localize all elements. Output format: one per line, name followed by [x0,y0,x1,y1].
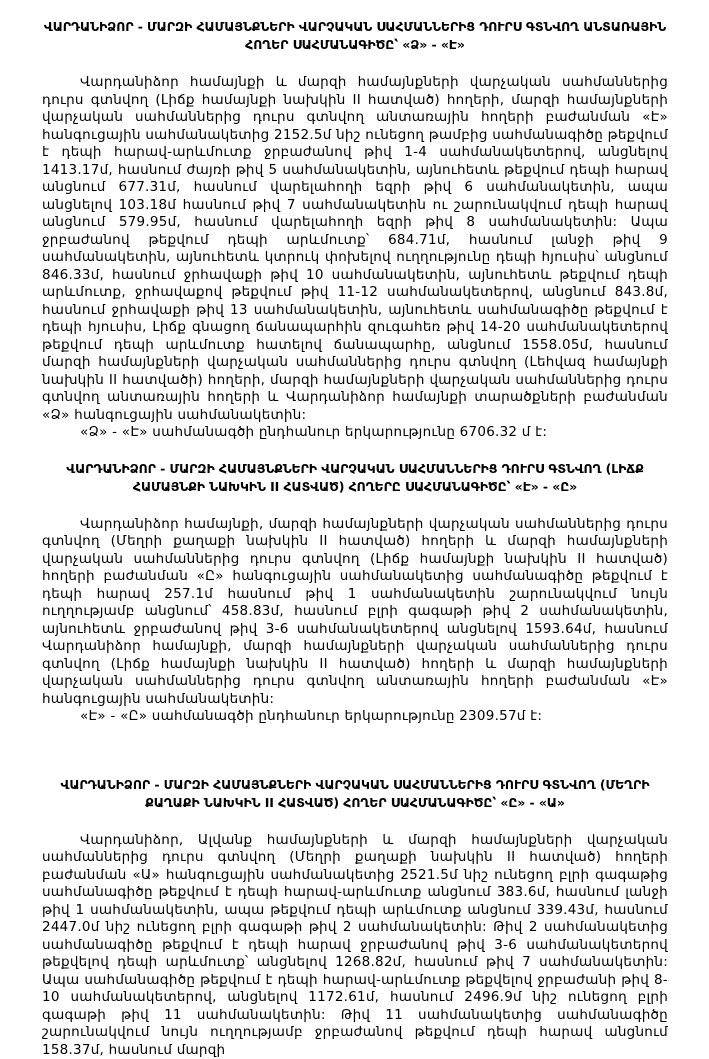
section-heading: ՎԱՐԴԱՆԻՁՈՐ - ՄԱՐԶԻ ՀԱՄԱՅՆՔՆԵՐԻ ՎԱՐՉԱԿԱՆ ՍԱՀՄԱՆՆԵՐԻՑ ԴՈՒՐՍ ԳՏՆՎՈՂ ԱՆՏԱՌԱՅԻՆ ՀՈՂԵՐ ՍԱՀՄԱՆԱԳԻԾԸ՝ «Ձ» - «Է» [42,18,668,54]
section-heading: ՎԱՐԴԱՆԻՁՈՐ - ՄԱՐԶԻ ՀԱՄԱՅՆՔՆԵՐԻ ՎԱՐՉԱԿԱՆ ՍԱՀՄԱՆՆԵՐԻՑ ԴՈՒՐՍ ԳՏՆՎՈՂ (ՄԵՂՐԻ ՔԱՂԱՔԻ ՆԱԽԿԻՆ II ՀԱՏՎԱԾ) ՀՈՂԵՐ ՍԱՀՄԱՆԱԳԻԾԸ՝ «Ը» - «Ա» [42,776,668,812]
boundary-section-e-y [42,460,668,726]
section-body-paragraph: Վարդանիձոր համայնքի, մարզի համայնքների վարչական սահմաններից դուրս գտնվող (Մեղրի քաղաքի նախկին II հատված) հողերի և մարզի համայնքների վարչական սահմաններից դուրս գտնվող (Լիճք համայնքի նախկին II հատված) հողերի բաժանման «Ը» հանգուցային սահմանակետից սահմանագիծը թեքվում է դեպի հարավ 257.1մ հասնում թիվ 1 սահմանակետին շարունակվում նույն ուղղությամբ անցնում՝ 458.83մ, հասնում բլրի գագաթի թիվ 2 սահմանակետին, այնուհետև ջրբաժանով թիվ 3-6 սահմանակետերով անցնելով 1593.64մ, հասնում Վարդանիձոր համայնքի, մարզի համայնքների վարչական սահմաններից դուրս գտնվող (Լիճք համայնքի նախկին II հատված) հողերի և մարզի համայնքների վարչական սահմաններից դուրս գտնվող անտառային հողերի բաժանման «Է» հանգուցային սահմանակետին: [42,516,668,709]
section-total-length: «Ձ» - «Է» սահմանագծի ընդհանուր երկարությունը 6706.32 մ է: [42,424,668,442]
boundary-section-y-a [42,776,668,1059]
section-total-length: «Է» - «Ը» սահմանագծի ընդհանուր երկարությունը 2309.57մ է: [42,708,668,726]
boundary-section-dz-e [42,18,668,442]
section-body-paragraph: Վարդանիձոր համայնքի և մարզի համայնքների վարչական սահմաններից դուրս գտնվող (Լիճք համայնքի նախկին II հատված) հողերի, մարզի համայնքների վարչական սահմաններից դուրս գտնվող անտառային հողերի բաժանման «Է» հանգուցային սահմանակետից 2152.5մ նիշ ունեցող թամբից սահմանագիծը թեքվում է դեպի հարավ-արևմուտք ջրբաժանով թիվ 1-4 սահմանակետերով, անցնելով 1413.17մ, հասնում ժայռի թիվ 5 սահմանակետին, այնուհետև թեքվում դեպի հարավ անցնում 677.31մ, հասնում վարելահողի եզրի թիվ 6 սահմանակետին, ապա անցնելով 103.18մ հասնում թիվ 7 սահմանակետին ու շարունակվում դեպի հարավ անցնում 579.95մ, հասնում վարելահողի եզրի թիվ 8 սահմանակետին: Ապա ջրբաժանով թեքվում դեպի արևմուտք՝ 684.71մ, հասնում լանջի թիվ 9 սահմանակետին, այնուհետև կտրուկ փոխելով ուղղությունը դեպի հյուսիս՝ անցնում 846.33մ, հասնում ջրհավաքի թիվ 10 սահմանակետին, այնուհետև թեքվում դեպի արևմուտք, ջրհավաքով թեքվում թիվ 11-12 սահմանակետերով, անցնում 843.8մ, հասնում ջրհավաքի թիվ 13 սահմանակետին, այնուհետև սահմանագիծը թեքվում է դեպի հյուսիս, Լիճք գնացող ճանապարհին զուգահեռ թիվ 14-20 սահմանակետերով թեքվում դեպի արևմուտք հատելով ճանապարհը, անցնում 1558.05մ, հասնում մարզի համայնքների վարչական սահմաններից դուրս գտնվող (Լեհվազ համայնքի նախկին II հատվածի) հողերի, մարզի համայնքների վարչական սահմաններից դուրս գտնվող անտառային հողերի և Վարդանիձոր համայնքի տարածքների բաժանման «Ձ» հանգուցային սահմանակետին: [42,74,668,424]
section-body-paragraph: Վարդանիձոր, Ալվանք համայնքների և մարզի համայնքների վարչական սահմաններից դուրս գտնվող (Մեղրի քաղաքի նախկին II հատված) հողերի բաժանման «Ա» հանգուցային սահմանակետից 2521.5մ նիշ ունեցող բլրի գագաթից սահմանագիծը թեքվում է դեպի հարավ-արևմուտք անցնում 383.6մ, հասնում լանջի թիվ 1 սահմանակետին, ապա թեքվում դեպի արևմուտք անցնում 339.43մ, հասնում 2447.0մ նիշ ունեցող բլրի գագաթի թիվ 2 սահմանակետին: Թիվ 2 սահմանակետից սահմանագիծը թեքվում է դեպի հարավ ջրբաժանով թիվ 3-6 սահմանակետերով թեքվելով դեպի արևմուտք՝ անցնելով 1268.82մ, հասնում թիվ 7 սահմանակետին: Ապա սահմանագիծը թեքվում է դեպի հարավ-արևմուտք թեքվելով ջրբաժանի թիվ 8-10 սահմանակետերով, անցնելով 1172.61մ, հասնում 2496.9մ նիշ ունեցող բլրի գագաթի թիվ 11 սահմանակետին: Թիվ 11 սահմանակետից սահմանագիծը շարունակվում նույն ուղղությամբ ջրբաժանով թեքվում դեպի հարավ անցնում 158.37մ, հասնում մարզի [42,832,668,1059]
section-heading: ՎԱՐԴԱՆԻՁՈՐ - ՄԱՐԶԻ ՀԱՄԱՅՆՔՆԵՐԻ ՎԱՐՉԱԿԱՆ ՍԱՀՄԱՆՆԵՐԻՑ ԴՈՒՐՍ ԳՏՆՎՈՂ (ԼԻՃՔ ՀԱՄԱՅՆՔԻ ՆԱԽԿԻՆ II ՀԱՏՎԱԾ) ՀՈՂԵՐԸ ՍԱՀՄԱՆԱԳԻԾԸ՝ «Է» - «Ը» [42,460,668,496]
